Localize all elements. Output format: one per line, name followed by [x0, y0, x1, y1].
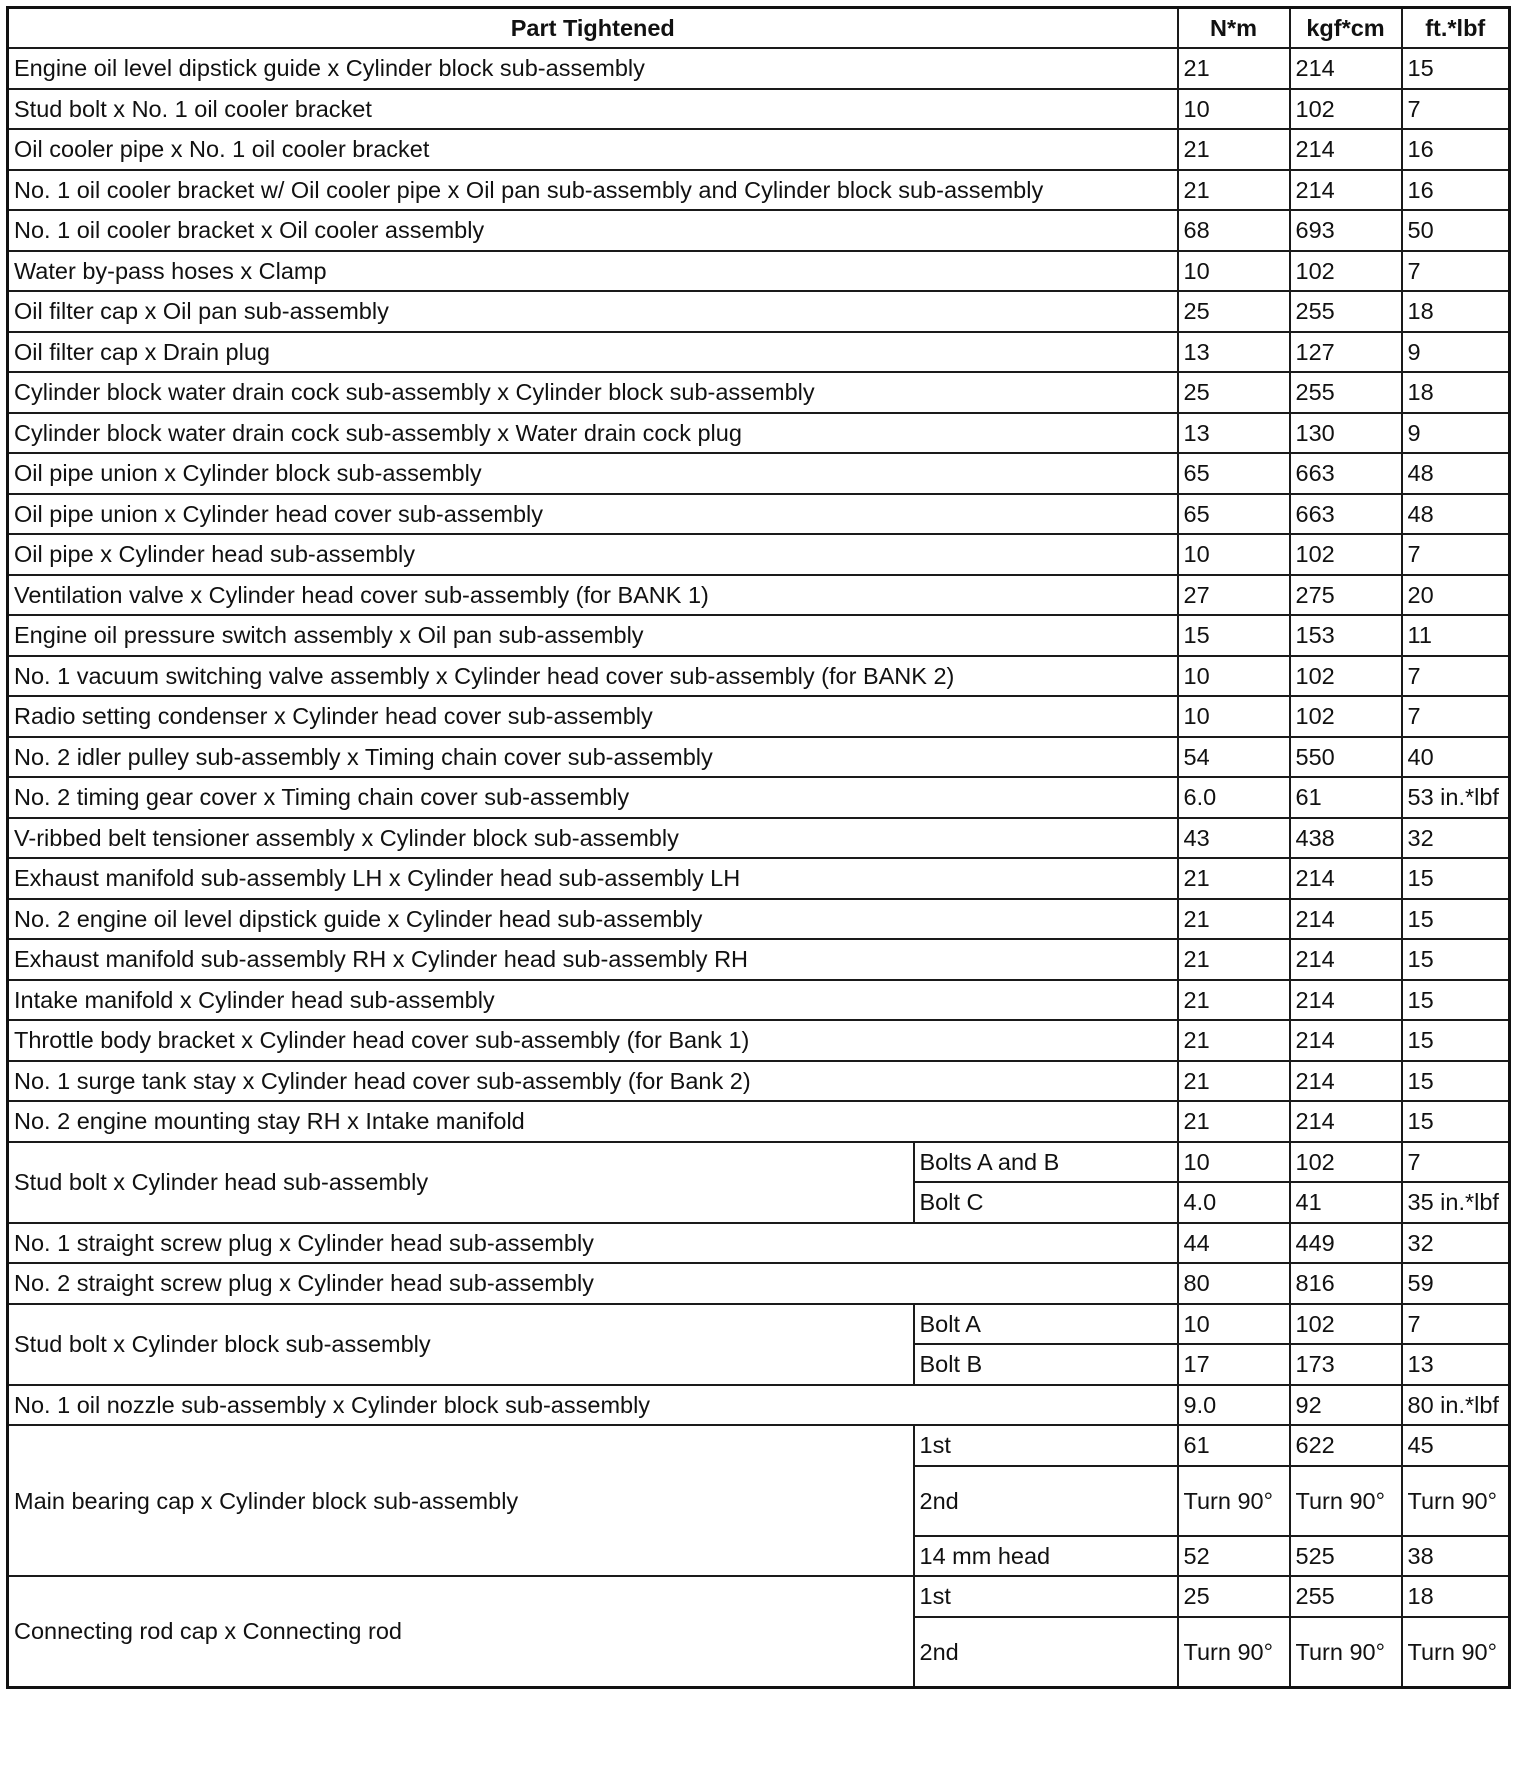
table-row	[8, 332, 1510, 373]
value-kgf: 102	[1290, 1142, 1402, 1183]
part-name: No. 1 oil nozzle sub-assembly x Cylinder block sub-assembly	[8, 1385, 1178, 1426]
part-name: No. 2 straight screw plug x Cylinder head sub-assembly	[8, 1263, 1178, 1304]
value-nm: 21	[1178, 939, 1290, 980]
value-nm: 27	[1178, 575, 1290, 616]
table-row	[8, 89, 1510, 130]
value-nm: 52	[1178, 1536, 1290, 1577]
value-kgf: 214	[1290, 1061, 1402, 1102]
value-kgf: 525	[1290, 1536, 1402, 1577]
value-nm: 25	[1178, 372, 1290, 413]
value-nm: 9.0	[1178, 1385, 1290, 1426]
part-name: Ventilation valve x Cylinder head cover sub-assembly (for BANK 1)	[8, 575, 1178, 616]
part-name: Throttle body bracket x Cylinder head cover sub-assembly (for Bank 1)	[8, 1020, 1178, 1061]
value-nm: 21	[1178, 48, 1290, 89]
value-kgf: 255	[1290, 291, 1402, 332]
value-kgf: 127	[1290, 332, 1402, 373]
part-name: No. 2 idler pulley sub-assembly x Timing chain cover sub-assembly	[8, 737, 1178, 778]
part-name: Water by-pass hoses x Clamp	[8, 251, 1178, 292]
value-kgf: 255	[1290, 372, 1402, 413]
part-name: No. 1 oil cooler bracket x Oil cooler assembly	[8, 210, 1178, 251]
table-row	[8, 494, 1510, 535]
table-row	[8, 656, 1510, 697]
value-nm: 10	[1178, 1142, 1290, 1183]
table-body	[8, 48, 1510, 1687]
value-nm: 15	[1178, 615, 1290, 656]
value-ft: 15	[1402, 1061, 1510, 1102]
value-nm: 4.0	[1178, 1182, 1290, 1223]
value-kgf: 102	[1290, 251, 1402, 292]
value-ft: 15	[1402, 48, 1510, 89]
value-ft: 7	[1402, 1304, 1510, 1345]
value-ft: 15	[1402, 899, 1510, 940]
value-nm: 80	[1178, 1263, 1290, 1304]
table-row	[8, 534, 1510, 575]
value-ft: 7	[1402, 1142, 1510, 1183]
part-name: No. 1 straight screw plug x Cylinder head sub-assembly	[8, 1223, 1178, 1264]
part-name: No. 1 vacuum switching valve assembly x Cylinder head cover sub-assembly (for BANK 2)	[8, 656, 1178, 697]
value-ft: 15	[1402, 1101, 1510, 1142]
value-ft: 18	[1402, 372, 1510, 413]
value-ft: 7	[1402, 534, 1510, 575]
table-row	[8, 1223, 1510, 1264]
part-name: No. 1 oil cooler bracket w/ Oil cooler pipe x Oil pan sub-assembly and Cylinder block sub-assembly	[8, 170, 1178, 211]
sub-item: 1st	[914, 1576, 1178, 1617]
value-nm: Turn 90°	[1178, 1466, 1290, 1536]
value-nm: 10	[1178, 656, 1290, 697]
value-kgf: 102	[1290, 534, 1402, 575]
part-name: V-ribbed belt tensioner assembly x Cylinder block sub-assembly	[8, 818, 1178, 859]
value-kgf: 92	[1290, 1385, 1402, 1426]
value-nm: 25	[1178, 1576, 1290, 1617]
table-row	[8, 1101, 1510, 1142]
value-kgf: 61	[1290, 777, 1402, 818]
part-name: Engine oil pressure switch assembly x Oil pan sub-assembly	[8, 615, 1178, 656]
table-row	[8, 1142, 1510, 1183]
value-kgf: 275	[1290, 575, 1402, 616]
value-kgf: 816	[1290, 1263, 1402, 1304]
part-name: Cylinder block water drain cock sub-assembly x Cylinder block sub-assembly	[8, 372, 1178, 413]
part-name: Oil filter cap x Drain plug	[8, 332, 1178, 373]
value-ft: 35 in.*lbf	[1402, 1182, 1510, 1223]
value-kgf: Turn 90°	[1290, 1617, 1402, 1688]
part-name: Oil filter cap x Oil pan sub-assembly	[8, 291, 1178, 332]
table-row	[8, 939, 1510, 980]
sub-item: Bolt A	[914, 1304, 1178, 1345]
table-row	[8, 737, 1510, 778]
part-name: Exhaust manifold sub-assembly RH x Cylinder head sub-assembly RH	[8, 939, 1178, 980]
value-ft: 38	[1402, 1536, 1510, 1577]
value-ft: 9	[1402, 332, 1510, 373]
part-name: Cylinder block water drain cock sub-assembly x Water drain cock plug	[8, 413, 1178, 454]
table-row	[8, 1576, 1510, 1617]
value-nm: 10	[1178, 534, 1290, 575]
value-kgf: 214	[1290, 1101, 1402, 1142]
value-ft: 18	[1402, 1576, 1510, 1617]
value-ft: 9	[1402, 413, 1510, 454]
value-nm: 21	[1178, 129, 1290, 170]
value-nm: 6.0	[1178, 777, 1290, 818]
value-kgf: 214	[1290, 858, 1402, 899]
value-kgf: 663	[1290, 453, 1402, 494]
table-row	[8, 818, 1510, 859]
table-row	[8, 1385, 1510, 1426]
value-kgf: 102	[1290, 1304, 1402, 1345]
value-kgf: 214	[1290, 170, 1402, 211]
table-row	[8, 210, 1510, 251]
value-nm: Turn 90°	[1178, 1617, 1290, 1688]
part-name: No. 2 engine oil level dipstick guide x Cylinder head sub-assembly	[8, 899, 1178, 940]
table-row	[8, 413, 1510, 454]
value-ft: 80 in.*lbf	[1402, 1385, 1510, 1426]
value-ft: 13	[1402, 1344, 1510, 1385]
value-nm: 10	[1178, 696, 1290, 737]
value-ft: 32	[1402, 1223, 1510, 1264]
value-kgf: 130	[1290, 413, 1402, 454]
value-nm: 43	[1178, 818, 1290, 859]
table-row	[8, 372, 1510, 413]
part-name: Stud bolt x Cylinder head sub-assembly	[8, 1142, 914, 1223]
sub-item: 1st	[914, 1425, 1178, 1466]
table-row	[8, 899, 1510, 940]
value-nm: 65	[1178, 453, 1290, 494]
value-kgf: 214	[1290, 48, 1402, 89]
value-kgf: 693	[1290, 210, 1402, 251]
table-row	[8, 615, 1510, 656]
value-ft: 59	[1402, 1263, 1510, 1304]
table-row	[8, 575, 1510, 616]
part-name: Intake manifold x Cylinder head sub-assembly	[8, 980, 1178, 1021]
value-ft: 18	[1402, 291, 1510, 332]
value-nm: 21	[1178, 1061, 1290, 1102]
sub-item: Bolt B	[914, 1344, 1178, 1385]
value-kgf: 41	[1290, 1182, 1402, 1223]
value-ft: 50	[1402, 210, 1510, 251]
value-kgf: 663	[1290, 494, 1402, 535]
value-ft: Turn 90°	[1402, 1617, 1510, 1688]
value-kgf: 153	[1290, 615, 1402, 656]
header-nm: N*m	[1178, 8, 1290, 49]
table-row	[8, 696, 1510, 737]
value-ft: 15	[1402, 1020, 1510, 1061]
value-ft: 7	[1402, 656, 1510, 697]
value-kgf: 214	[1290, 980, 1402, 1021]
value-ft: 7	[1402, 89, 1510, 130]
value-kgf: 102	[1290, 696, 1402, 737]
table-row	[8, 777, 1510, 818]
value-ft: Turn 90°	[1402, 1466, 1510, 1536]
value-nm: 21	[1178, 1020, 1290, 1061]
sub-item: Bolt C	[914, 1182, 1178, 1223]
value-ft: 40	[1402, 737, 1510, 778]
value-kgf: 214	[1290, 939, 1402, 980]
table-row	[8, 453, 1510, 494]
table-row	[8, 980, 1510, 1021]
header-kgf: kgf*cm	[1290, 8, 1402, 49]
table-row	[8, 1304, 1510, 1345]
value-nm: 25	[1178, 291, 1290, 332]
table-row	[8, 1263, 1510, 1304]
value-ft: 15	[1402, 939, 1510, 980]
value-ft: 11	[1402, 615, 1510, 656]
value-nm: 13	[1178, 413, 1290, 454]
value-kgf: 102	[1290, 656, 1402, 697]
header-part: Part Tightened	[8, 8, 1178, 49]
value-kgf: 550	[1290, 737, 1402, 778]
torque-specification-page	[6, 6, 1508, 1689]
part-name: No. 2 engine mounting stay RH x Intake manifold	[8, 1101, 1178, 1142]
value-ft: 7	[1402, 251, 1510, 292]
table-row	[8, 1425, 1510, 1466]
table-row	[8, 1020, 1510, 1061]
table-row	[8, 129, 1510, 170]
value-nm: 21	[1178, 899, 1290, 940]
part-name: Connecting rod cap x Connecting rod	[8, 1576, 914, 1687]
table-row	[8, 291, 1510, 332]
part-name: Stud bolt x Cylinder block sub-assembly	[8, 1304, 914, 1385]
value-ft: 7	[1402, 696, 1510, 737]
value-nm: 44	[1178, 1223, 1290, 1264]
value-kgf: 214	[1290, 129, 1402, 170]
value-kgf: 214	[1290, 1020, 1402, 1061]
part-name: Oil pipe union x Cylinder head cover sub-assembly	[8, 494, 1178, 535]
value-nm: 21	[1178, 170, 1290, 211]
part-name: Oil pipe x Cylinder head sub-assembly	[8, 534, 1178, 575]
value-nm: 54	[1178, 737, 1290, 778]
part-name: Main bearing cap x Cylinder block sub-assembly	[8, 1425, 914, 1576]
value-ft: 48	[1402, 453, 1510, 494]
table-row	[8, 48, 1510, 89]
part-name: Oil cooler pipe x No. 1 oil cooler bracket	[8, 129, 1178, 170]
part-name: Engine oil level dipstick guide x Cylinder block sub-assembly	[8, 48, 1178, 89]
table-row	[8, 251, 1510, 292]
value-nm: 61	[1178, 1425, 1290, 1466]
value-kgf: 449	[1290, 1223, 1402, 1264]
part-name: Stud bolt x No. 1 oil cooler bracket	[8, 89, 1178, 130]
part-name: Exhaust manifold sub-assembly LH x Cylinder head sub-assembly LH	[8, 858, 1178, 899]
header-ft: ft.*lbf	[1402, 8, 1510, 49]
value-nm: 21	[1178, 980, 1290, 1021]
value-nm: 21	[1178, 858, 1290, 899]
value-nm: 13	[1178, 332, 1290, 373]
value-ft: 32	[1402, 818, 1510, 859]
value-kgf: 255	[1290, 1576, 1402, 1617]
value-kgf: 438	[1290, 818, 1402, 859]
value-ft: 15	[1402, 980, 1510, 1021]
value-ft: 15	[1402, 858, 1510, 899]
value-ft: 45	[1402, 1425, 1510, 1466]
value-ft: 16	[1402, 129, 1510, 170]
part-name: No. 2 timing gear cover x Timing chain cover sub-assembly	[8, 777, 1178, 818]
torque-table	[6, 6, 1511, 1689]
value-ft: 16	[1402, 170, 1510, 211]
value-nm: 65	[1178, 494, 1290, 535]
table-row	[8, 1061, 1510, 1102]
value-nm: 17	[1178, 1344, 1290, 1385]
value-nm: 21	[1178, 1101, 1290, 1142]
sub-item: 14 mm head	[914, 1536, 1178, 1577]
value-ft: 20	[1402, 575, 1510, 616]
value-kgf: 173	[1290, 1344, 1402, 1385]
value-ft: 53 in.*lbf	[1402, 777, 1510, 818]
value-kgf: 214	[1290, 899, 1402, 940]
sub-item: 2nd	[914, 1617, 1178, 1688]
value-nm: 10	[1178, 251, 1290, 292]
value-nm: 10	[1178, 1304, 1290, 1345]
part-name: Radio setting condenser x Cylinder head cover sub-assembly	[8, 696, 1178, 737]
value-nm: 10	[1178, 89, 1290, 130]
table-row	[8, 858, 1510, 899]
value-kgf: 102	[1290, 89, 1402, 130]
sub-item: 2nd	[914, 1466, 1178, 1536]
value-nm: 68	[1178, 210, 1290, 251]
table-row	[8, 170, 1510, 211]
value-kgf: Turn 90°	[1290, 1466, 1402, 1536]
part-name: Oil pipe union x Cylinder block sub-assembly	[8, 453, 1178, 494]
part-name: No. 1 surge tank stay x Cylinder head cover sub-assembly (for Bank 2)	[8, 1061, 1178, 1102]
value-ft: 48	[1402, 494, 1510, 535]
value-kgf: 622	[1290, 1425, 1402, 1466]
sub-item: Bolts A and B	[914, 1142, 1178, 1183]
header-row	[8, 8, 1510, 49]
